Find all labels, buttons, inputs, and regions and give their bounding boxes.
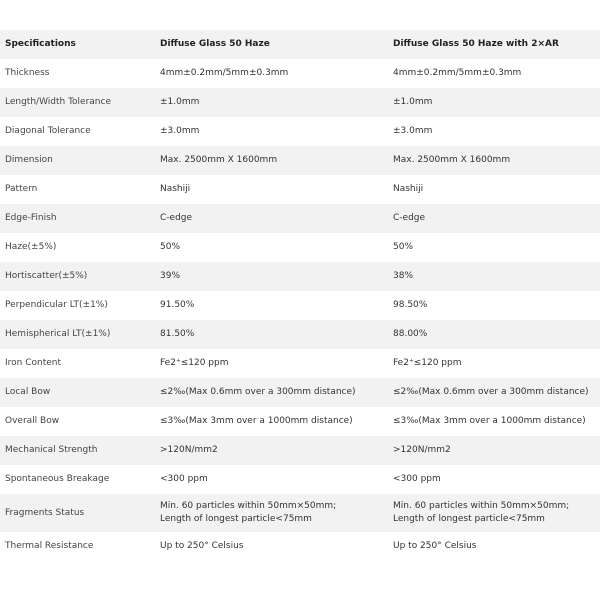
header-diffuse-glass-50-haze: Diffuse Glass 50 Haze — [155, 30, 388, 59]
haze-value-cell: 50% — [155, 233, 388, 262]
haze-value-cell: Fe2⁺≤120 ppm — [155, 349, 388, 378]
cell-line: Min. 60 particles within 50mm×50mm; — [393, 501, 570, 511]
ar-value-cell: ±3.0mm — [388, 117, 600, 146]
haze-value-cell: ≤2‰(Max 0.6mm over a 300mm distance) — [155, 378, 388, 407]
table-row — [0, 291, 600, 320]
haze-value-cell: 81.50% — [155, 320, 388, 349]
ar-value-cell: ≤3‰(Max 3mm over a 1000mm distance) — [388, 407, 600, 436]
table-header-row — [0, 30, 600, 59]
ar-value-cell: Max. 2500mm X 1600mm — [388, 146, 600, 175]
cell-line: Min. 60 particles within 50mm×50mm; — [160, 501, 337, 511]
ar-value-cell: 50% — [388, 233, 600, 262]
spec-name-cell: Iron Content — [0, 349, 155, 378]
table-row — [0, 349, 600, 378]
ar-value-cell — [388, 494, 600, 532]
ar-value-cell: ≤2‰(Max 0.6mm over a 300mm distance) — [388, 378, 600, 407]
header-specifications: Specifications — [0, 30, 155, 59]
spec-name-cell: Local Bow — [0, 378, 155, 407]
ar-value-cell: C-edge — [388, 204, 600, 233]
haze-value-cell: 4mm±0.2mm/5mm±0.3mm — [155, 59, 388, 88]
table-body — [0, 59, 600, 561]
ar-value-cell: 38% — [388, 262, 600, 291]
haze-value-cell: <300 ppm — [155, 465, 388, 494]
table-row — [0, 436, 600, 465]
spec-name-cell: Haze(±5%) — [0, 233, 155, 262]
haze-value-cell: Nashiji — [155, 175, 388, 204]
table-row — [0, 262, 600, 291]
haze-value-cell: 91.50% — [155, 291, 388, 320]
spec-name-cell: Pattern — [0, 175, 155, 204]
spec-name-cell: Thickness — [0, 59, 155, 88]
ar-value-cell: <300 ppm — [388, 465, 600, 494]
table-row — [0, 146, 600, 175]
spec-name-cell: Edge-Finish — [0, 204, 155, 233]
haze-value-cell: 39% — [155, 262, 388, 291]
ar-value-cell: Fe2⁺≤120 ppm — [388, 349, 600, 378]
table-row — [0, 532, 600, 561]
haze-value-cell: ≤3‰(Max 3mm over a 1000mm distance) — [155, 407, 388, 436]
header-diffuse-glass-50-haze-2xar: Diffuse Glass 50 Haze with 2×AR — [388, 30, 600, 59]
table-row — [0, 175, 600, 204]
table-row — [0, 59, 600, 88]
ar-value-cell: >120N/mm2 — [388, 436, 600, 465]
haze-value-cell: Max. 2500mm X 1600mm — [155, 146, 388, 175]
table-row — [0, 233, 600, 262]
spec-name-cell: Fragments Status — [0, 494, 155, 532]
spec-name-cell: Dimension — [0, 146, 155, 175]
haze-value-cell: Up to 250° Celsius — [155, 532, 388, 561]
haze-value-cell — [155, 494, 388, 532]
haze-value-cell: ±3.0mm — [155, 117, 388, 146]
spec-name-cell: Overall Bow — [0, 407, 155, 436]
spec-name-cell: Hemispherical LT(±1%) — [0, 320, 155, 349]
spec-name-cell: Spontaneous Breakage — [0, 465, 155, 494]
haze-value-cell: C-edge — [155, 204, 388, 233]
cell-line: Length of longest particle<75mm — [393, 514, 545, 524]
spec-name-cell: Mechanical Strength — [0, 436, 155, 465]
spec-name-cell: Length/Width Tolerance — [0, 88, 155, 117]
ar-value-cell: 98.50% — [388, 291, 600, 320]
table-row — [0, 88, 600, 117]
table-row — [0, 407, 600, 436]
ar-value-cell: Nashiji — [388, 175, 600, 204]
spec-name-cell: Thermal Resistance — [0, 532, 155, 561]
ar-value-cell: ±1.0mm — [388, 88, 600, 117]
ar-value-cell: 88.00% — [388, 320, 600, 349]
table-row — [0, 465, 600, 494]
table-row — [0, 117, 600, 146]
table-row — [0, 204, 600, 233]
table-row — [0, 378, 600, 407]
ar-value-cell: 4mm±0.2mm/5mm±0.3mm — [388, 59, 600, 88]
spec-name-cell: Hortiscatter(±5%) — [0, 262, 155, 291]
ar-value-cell: Up to 250° Celsius — [388, 532, 600, 561]
table-row — [0, 320, 600, 349]
spec-name-cell: Diagonal Tolerance — [0, 117, 155, 146]
specifications-table — [0, 30, 600, 561]
cell-line: Length of longest particle<75mm — [160, 514, 312, 524]
spec-name-cell: Perpendicular LT(±1%) — [0, 291, 155, 320]
haze-value-cell: ±1.0mm — [155, 88, 388, 117]
haze-value-cell: >120N/mm2 — [155, 436, 388, 465]
table-row — [0, 494, 600, 532]
